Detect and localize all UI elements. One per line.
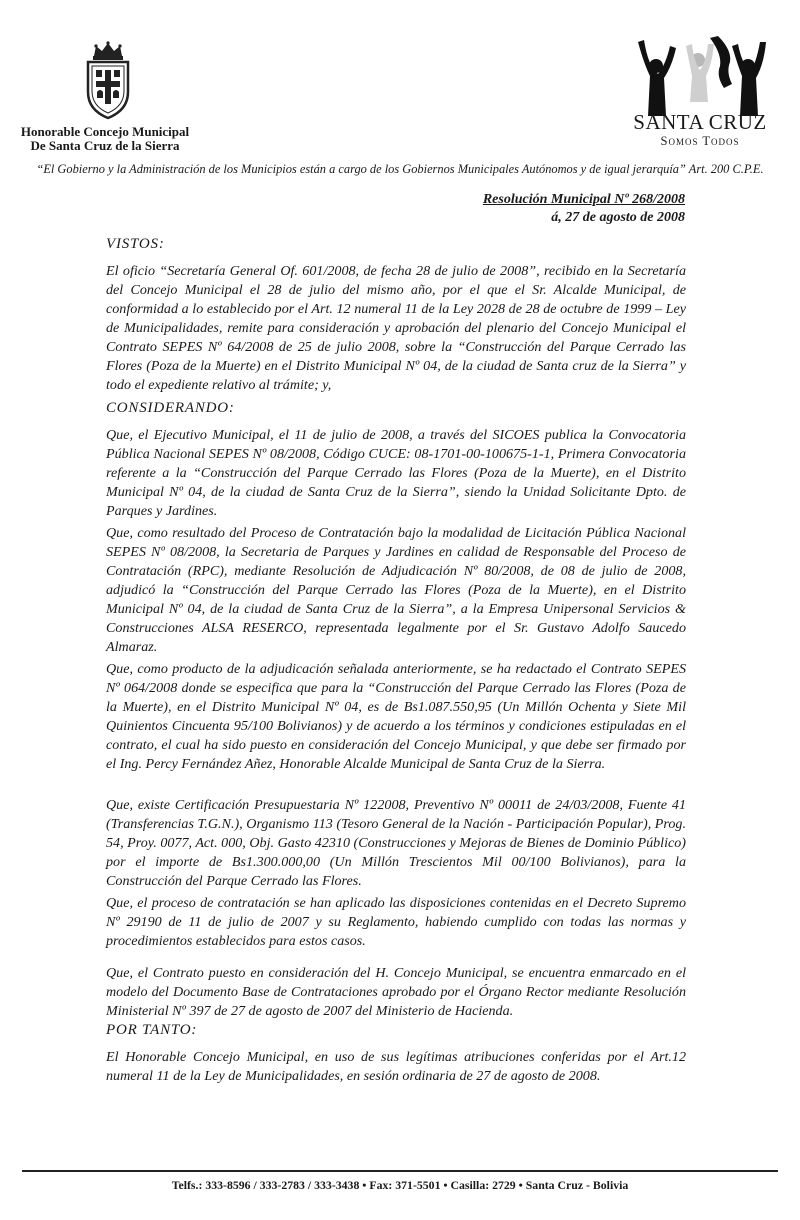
- coat-of-arms-icon: [82, 40, 134, 122]
- vistos-heading: VISTOS:: [106, 236, 165, 252]
- resolution-title: Resolución Municipal Nº 268/2008: [482, 192, 685, 207]
- council-name: [15, 125, 195, 153]
- considerando-paragraph-2: Que, como resultado del Proceso de Contratación bajo la modalidad de Licitación Pública Nacional SEPES Nº 08/2008, la Secretaria de Parques y Jardines en calidad de Responsable del Proceso de Contratación (RPC), mediante Resolución de Adjudicación Nº 80/2008, de 08 de julio de 2008, adjudicó la “Construcción del Parque Cerrado las Flores (Poza de la Muerte), en el Distrito Municipal Nº 04, de la ciudad de Santa Cruz de la Sierra”, a la Empresa Unipersonal Servicios & Construcciones ALSA RESERCO, representada legalmente por el Sr. Gustavo Adolfo Saucedo Almaraz.: [106, 525, 686, 655]
- considerando-heading: CONSIDERANDO:: [106, 400, 235, 416]
- footer-divider: [22, 1170, 778, 1172]
- santa-cruz-figures-icon: [632, 36, 772, 120]
- considerando-paragraph-3: Que, como producto de la adjudicación señalada anteriormente, se ha redactado el Contrato SEPES Nº 064/2008 donde se especifica que para la “Construcción del Parque Cerrado las Flores (Poza de la Muerte), en el Distrito Municipal Nº 04, es de Bs1.087.550,95 (Un Millón Ochenta y Siete Mil Quinientos Cincuenta 95/100 Bolivianos) y de acuerdo a los términos y condiciones estipuladas en el contrato, el cual ha sido puesto en consideración del Concejo Municipal, y que debe ser firmado por el Ing. Percy Fernández Añez, Honorable Alcalde Municipal de Santa Cruz de la Sierra.: [106, 661, 686, 772]
- constitution-quote: “El Gobierno y la Administración de los Municipios están a cargo de los Gobiernos Municipales Autónomos y de igual jerarquía” Art. 200 C.P.E.: [36, 162, 764, 176]
- portanto-heading: POR TANTO:: [106, 1022, 198, 1038]
- council-name-line1: Honorable Concejo Municipal: [20, 124, 190, 139]
- resolution-date: á, 27 de agosto de 2008: [551, 210, 685, 225]
- portanto-paragraph: El Honorable Concejo Municipal, en uso de sus legítimas atribuciones conferidas por el Art.12 numeral 11 de la Ley de Municipalidades, en sesión ordinaria de 27 de agosto de 2008.: [106, 1049, 686, 1084]
- brand-tagline: Somos Todos: [660, 134, 740, 148]
- considerando-paragraph-5: Que, el proceso de contratación se han aplicado las disposiciones contenidas en el Decreto Supremo Nº 29190 de 11 de julio de 2007 y su Reglamento, habiendo cumplido con todas las normas y procedimientos establecidos para estos casos.: [106, 895, 686, 949]
- considerando-paragraph-1: Que, el Ejecutivo Municipal, el 11 de julio de 2008, a través del SICOES publica la Convocatoria Pública Nacional SEPES Nº 08/2008, Código CUCE: 08-1701-00-100675-1-1, Primera Convocatoria referente a la “Construcción del Parque Cerrado las Flores (Poza de la Muerte), en el Distrito Municipal Nº 04, de la ciudad de Santa Cruz de la Sierra”, siendo la Unidad Solicitante Dpto. de Parques y Jardines.: [106, 427, 686, 519]
- considerando-paragraph-4: Que, existe Certificación Presupuestaria Nº 122008, Preventivo Nº 00011 de 24/03/2008, Fuente 41 (Transferencias T.G.N.), Organismo 113 (Tesoro General de la Nación - Participación Popular), Prog. 54, Proy. 0077, Act. 000, Obj. Gasto 42310 (Construcciones y Mejoras de Bienes de Dominio Público) por el importe de Bs1.300.000,00 (Un Millón Trescientos Mil 00/100 Bolivianos), para la Construcción del Parque Cerrado las Flores.: [106, 797, 686, 889]
- council-name-line2: De Santa Cruz de la Sierra: [30, 138, 180, 153]
- vistos-paragraph: El oficio “Secretaría General Of. 601/2008, de fecha 28 de julio de 2008”, recibido en la Secretaría del Concejo Municipal el 28 de julio del mismo año, por el que el Sr. Alcalde Municipal, de conformidad a lo establecido por el Art. 12 numeral 11 de la Ley 2028 de 28 de octubre de 1999 – Ley de Municipalidades, remite para consideración y aprobación del plenario del Concejo Municipal el Contrato SEPES Nº 64/2008 de 25 de julio 2008, sobre la “Construcción del Parque Cerrado las Flores (Poza de la Muerte) en el Distrito Municipal Nº 04, de la ciudad de Santa cruz de la Sierra” y todo el expediente relativo al trámite; y,: [106, 263, 686, 393]
- brand-name: SANTA CRUZ: [633, 110, 767, 134]
- considerando-paragraph-6: Que, el Contrato puesto en consideración del H. Concejo Municipal, se encuentra enmarcado en el modelo del Documento Base de Contrataciones aprobado por el Órgano Rector mediante Resolución Ministerial Nº 397 de 27 de agosto de 2007 del Ministerio de Hacienda.: [106, 965, 686, 1019]
- footer-contact: Telfs.: 333-8596 / 333-2783 / 333-3438 • Fax: 371-5501 • Casilla: 2729 • Santa Cruz - Bolivia: [171, 1178, 629, 1192]
